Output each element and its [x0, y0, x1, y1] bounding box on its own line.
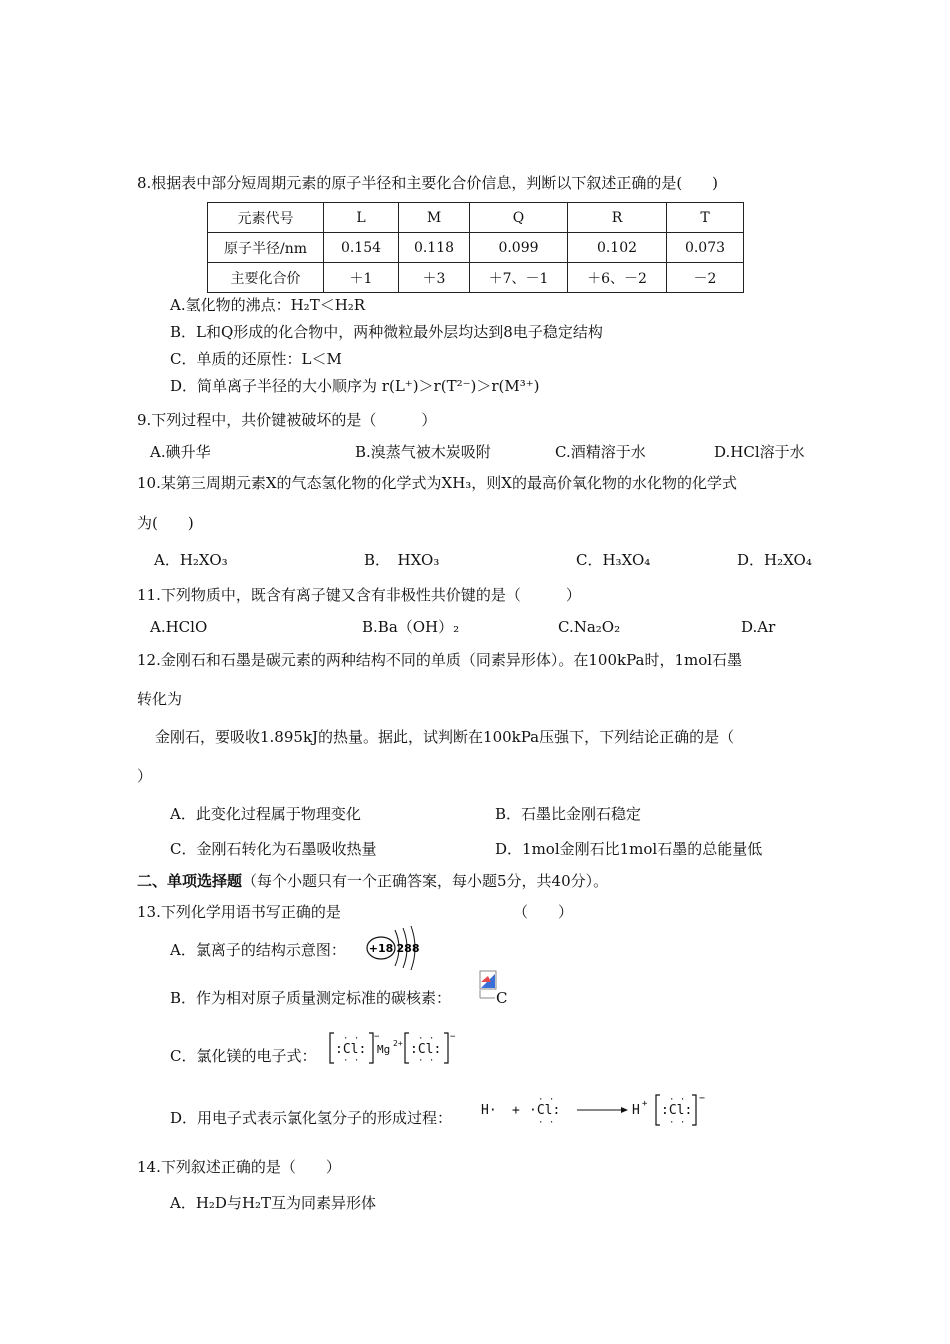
q12-stem-cont: 转化为 — [137, 690, 183, 708]
chloride-ion-structure-diagram — [363, 922, 425, 972]
svg-text:· ·: · · — [669, 1118, 686, 1128]
table-cell: 0.073 — [667, 233, 744, 263]
nucleus-charge: +18 — [368, 942, 394, 955]
table-cell: ＋3 — [399, 263, 470, 293]
svg-text::Cl:: :Cl: — [410, 1042, 442, 1057]
q11-option-c: C.Na₂O₂ — [558, 618, 621, 636]
table-cell: L — [324, 203, 399, 233]
svg-text:H·: H· — [481, 1103, 497, 1118]
svg-text:H: H — [632, 1103, 640, 1118]
table-row — [208, 263, 744, 293]
q11-option-a: A.HClO — [150, 618, 208, 636]
table-row — [208, 233, 744, 263]
svg-text:+: + — [642, 1099, 648, 1109]
q10-option-c: C．H₃XO₄ — [576, 551, 651, 569]
table-cell: ＋1 — [324, 263, 399, 293]
svg-text::Cl:: :Cl: — [661, 1103, 693, 1118]
table-cell: 0.099 — [470, 233, 568, 263]
section-title: 二、单项选择题 — [137, 872, 243, 890]
q10-stem-cont: 为( ) — [137, 514, 194, 532]
table-cell: T — [667, 203, 744, 233]
table-cell: 原子半径/nm — [208, 233, 324, 263]
q13-stem: 13.下列化学用语书写正确的是 — [137, 903, 341, 921]
element-table — [207, 202, 744, 293]
q10-stem: 10.某第三周期元素X的气态氢化物的化学式为XH₃，则X的最高价氧化物的水化物的化学式 — [137, 474, 737, 492]
svg-text:· ·: · · — [669, 1095, 686, 1105]
q13-option-c: C．氯化镁的电子式： — [170, 1047, 317, 1065]
svg-text:−: − — [699, 1093, 706, 1104]
svg-text:−: − — [450, 1032, 456, 1042]
shell-electrons: 288 — [396, 942, 420, 955]
q8-option-a: A.氢化物的沸点：H₂T＜H₂R — [170, 296, 366, 314]
svg-text:· ·: · · — [418, 1034, 435, 1044]
q13-option-a: A．氯离子的结构示意图： — [170, 941, 346, 959]
carbon-symbol: C — [496, 989, 508, 1007]
q13-option-b: B．作为相对原子质量测定标准的碳核素： — [170, 989, 452, 1007]
q14-stem: 14.下列叙述正确的是（ ） — [137, 1158, 341, 1176]
magnesium-chloride-electron-formula — [329, 1030, 464, 1066]
q10-option-d: D．H₂XO₄ — [737, 551, 812, 569]
table-cell: M — [399, 203, 470, 233]
section-heading — [137, 871, 608, 891]
q8-option-d: D．简单离子半径的大小顺序为 r(L⁺)＞r(T²⁻)＞r(M³⁺) — [170, 377, 540, 395]
table-cell: 元素代号 — [208, 203, 324, 233]
hcl-formation-electron-process — [478, 1092, 718, 1128]
table-cell: Q — [470, 203, 568, 233]
svg-text:2+: 2+ — [393, 1039, 403, 1048]
svg-text:· ·: · · — [538, 1095, 555, 1105]
table-cell: R — [568, 203, 667, 233]
q13-paren: （ ） — [513, 903, 574, 921]
q10-option-b: B． HXO₃ — [364, 551, 440, 569]
svg-text:· ·: · · — [343, 1056, 360, 1066]
q9-stem: 9.下列过程中，共价键被破坏的是（ ） — [137, 411, 437, 429]
q9-option-b: B.溴蒸气被木炭吸附 — [355, 443, 491, 461]
table-header-row — [208, 203, 744, 233]
q12-stem: 12.金刚石和石墨是碳元素的两种结构不同的单质（同素异形体）。在100kPa时，1mol石墨 — [137, 651, 743, 669]
q8-option-b: B．L和Q形成的化合物中，两种微粒最外层均达到8电子稳定结构 — [170, 323, 603, 341]
q12-option-c: C．金刚石转化为石墨吸收热量 — [170, 840, 377, 858]
q11-stem: 11.下列物质中，既含有离子键又含有非极性共价键的是（ ） — [137, 586, 581, 604]
svg-text::Cl:: :Cl: — [335, 1042, 367, 1057]
q12-option-d: D．1mol金刚石比1mol石墨的总能量低 — [495, 840, 763, 858]
q12-stem-cont3: ） — [137, 767, 153, 785]
table-cell: ＋6、－2 — [568, 263, 667, 293]
q9-option-c: C.酒精溶于水 — [555, 443, 646, 461]
q11-option-b: B.Ba（OH）₂ — [362, 618, 460, 636]
table-cell: 主要化合价 — [208, 263, 324, 293]
q10-option-a: A．H₂XO₃ — [154, 551, 228, 569]
q12-option-b: B．石墨比金刚石稳定 — [495, 805, 642, 823]
section-note: （每个小题只有一个正确答案，每小题5分，共40分）。 — [242, 872, 609, 890]
svg-text:· ·: · · — [343, 1034, 360, 1044]
q12-stem-cont2: 金刚石，要吸收1.895kJ的热量。据此，试判断在100kPa压强下，下列结论正确的是（ — [155, 728, 735, 746]
svg-text:· ·: · · — [418, 1056, 435, 1066]
svg-text:Mg: Mg — [377, 1043, 391, 1056]
table-cell: 0.118 — [399, 233, 470, 263]
q8-option-c: C．单质的还原性：L＜M — [170, 350, 342, 368]
table-cell: 0.154 — [324, 233, 399, 263]
table-cell: ＋7、－1 — [470, 263, 568, 293]
svg-text:+: + — [512, 1103, 520, 1118]
svg-text:· ·: · · — [538, 1118, 555, 1128]
q8-stem: 8.根据表中部分短周期元素的原子半径和主要化合价信息，判断以下叙述正确的是( ) — [137, 174, 719, 192]
svg-text:−: − — [374, 1032, 380, 1042]
table-cell: 0.102 — [568, 233, 667, 263]
q9-option-d: D.HCl溶于水 — [714, 443, 805, 461]
table-cell: －2 — [667, 263, 744, 293]
q11-option-d: D.Ar — [741, 618, 776, 636]
q12-option-a: A．此变化过程属于物理变化 — [170, 805, 361, 823]
q14-option-a: A．H₂D与H₂T互为同素异形体 — [170, 1194, 377, 1212]
q13-option-d: D．用电子式表示氯化氢分子的形成过程： — [170, 1109, 453, 1127]
svg-text:·Cl:: ·Cl: — [529, 1103, 561, 1118]
q9-option-a: A.碘升华 — [150, 443, 211, 461]
